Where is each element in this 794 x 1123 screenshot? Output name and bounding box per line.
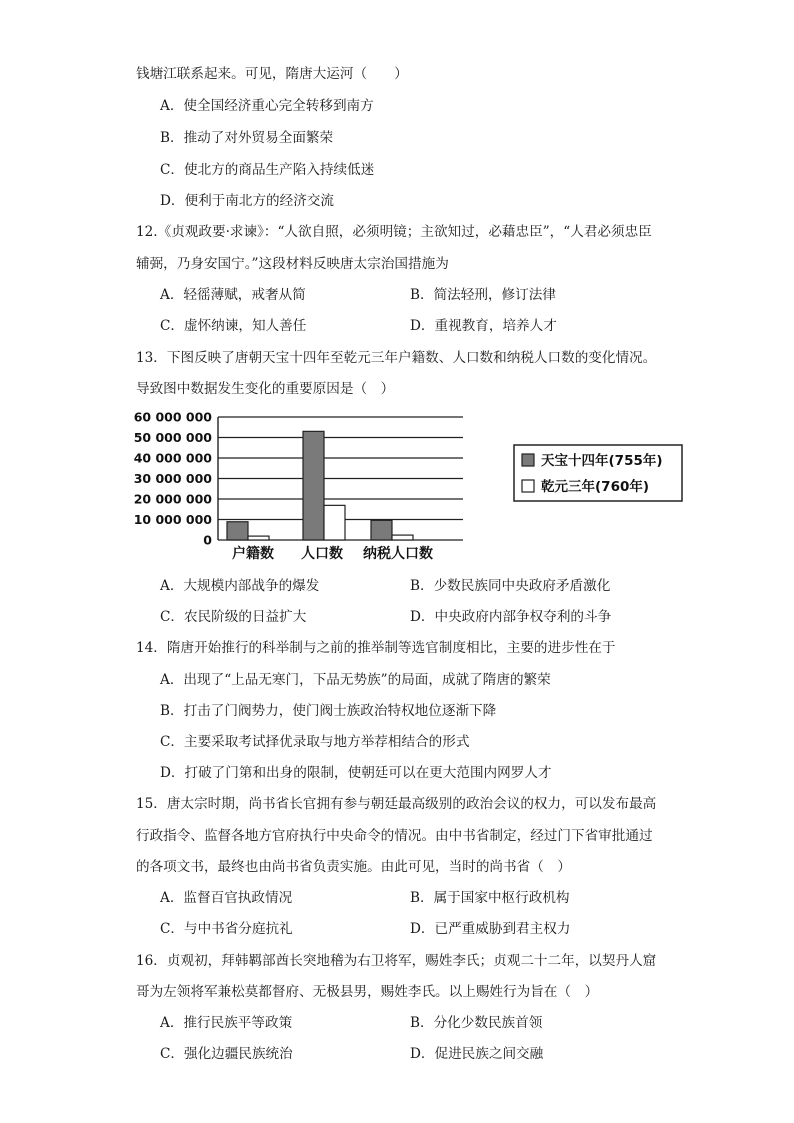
y-tick-label: 60 000 000 bbox=[133, 409, 212, 425]
q11-option-b[interactable]: B．推动了对外贸易全面繁荣 bbox=[160, 130, 334, 146]
y-tick-label: 30 000 000 bbox=[133, 471, 212, 486]
bar bbox=[227, 522, 248, 540]
q15-stem-line3: 的各项文书，最终也由尚书省负责实施。由此可见，当时的尚书省（ ） bbox=[136, 859, 571, 875]
bar bbox=[303, 431, 324, 540]
q15-option-b[interactable]: B．属于国家中枢行政机构 bbox=[410, 890, 570, 906]
q12-stem-line1: 12.《贞观政要·求谏》：“人欲自照，必须明镜；主欲知过，必藉忠臣”，“人君必须忠臣 bbox=[136, 224, 652, 240]
q14-option-c[interactable]: C．主要采取考试择优录取与地方举荐相结合的形式 bbox=[160, 734, 470, 750]
q14-stem: 14．隋唐开始推行的科举制与之前的推举制等选官制度相比，主要的进步性在于 bbox=[136, 640, 616, 656]
q14-option-d[interactable]: D．打破了门第和出身的限制，使朝廷可以在更大范围内网罗人才 bbox=[160, 765, 552, 781]
q11-option-d[interactable]: D．便利于南北方的经济交流 bbox=[160, 193, 335, 209]
q15-stem-line2: 行政指令、监督各地方官府执行中央命令的情况。由中书省制定，经过门下省审批通过 bbox=[136, 828, 653, 844]
q16-option-a[interactable]: A．推行民族平等政策 bbox=[160, 1015, 293, 1031]
q13-option-d[interactable]: D．中央政府内部争权夺利的斗争 bbox=[410, 609, 612, 625]
population-bar-chart bbox=[0, 405, 794, 565]
q13-option-a[interactable]: A．大规模内部战争的爆发 bbox=[160, 578, 320, 594]
q14-option-b[interactable]: B．打击了门阀势力，使门阀士族政治特权地位逐渐下降 bbox=[160, 703, 497, 719]
q16-stem-line1: 16．贞观初，拜韩羁部酋长突地稽为右卫将军，赐姓李氏；贞观二十二年，以契丹人窟 bbox=[136, 953, 657, 969]
q11-option-a[interactable]: A．使全国经济重心完全转移到南方 bbox=[160, 98, 374, 114]
q14-option-a[interactable]: A．出现了“上品无寒门，下品无势族”的局面，成就了隋唐的繁荣 bbox=[160, 672, 551, 688]
y-tick-label: 50 000 000 bbox=[133, 430, 212, 445]
q16-option-d[interactable]: D．促进民族之间交融 bbox=[410, 1046, 544, 1062]
legend-swatch bbox=[522, 480, 534, 492]
q13-stem-line2: 导致图中数据发生变化的重要原因是（ ） bbox=[136, 381, 395, 397]
legend-label: 乾元三年(760年) bbox=[541, 479, 650, 495]
q11-stem: 钱塘江联系起来。可见，隋唐大运河（ ） bbox=[136, 66, 408, 82]
q11-option-c[interactable]: C．使北方的商品生产陷入持续低迷 bbox=[160, 162, 375, 178]
x-category-label: 人口数 bbox=[301, 546, 343, 562]
x-category-label: 纳税人口数 bbox=[363, 546, 433, 562]
legend-swatch bbox=[522, 454, 534, 466]
q15-option-d[interactable]: D．已严重威胁到君主权力 bbox=[410, 921, 571, 937]
q12-stem-line2: 辅弼，乃身安国宁。”这段材料反映唐太宗治国措施为 bbox=[136, 256, 449, 272]
q12-option-d[interactable]: D．重视教育，培养人才 bbox=[410, 318, 557, 334]
y-tick-label: 20 000 000 bbox=[133, 491, 212, 507]
q13-option-c[interactable]: C．农民阶级的日益扩大 bbox=[160, 609, 307, 625]
q16-stem-line2: 哥为左领将军兼松莫都督府、无极县男，赐姓李氏。以上赐姓行为旨在（ ） bbox=[136, 984, 599, 1000]
q12-option-b[interactable]: B．简法轻刑，修订法律 bbox=[410, 287, 556, 303]
q13-option-b[interactable]: B．少数民族同中央政府矛盾激化 bbox=[410, 578, 611, 594]
y-tick-label: 40 000 000 bbox=[133, 450, 212, 466]
y-tick-label: 10 000 000 bbox=[133, 512, 212, 527]
q12-option-a[interactable]: A．轻徭薄赋，戒奢从简 bbox=[160, 287, 306, 303]
bar bbox=[392, 535, 413, 540]
x-category-label: 户籍数 bbox=[232, 546, 274, 562]
q15-option-a[interactable]: A．监督百官执政情况 bbox=[160, 890, 293, 906]
bar bbox=[248, 536, 269, 540]
q16-option-b[interactable]: B．分化少数民族首领 bbox=[410, 1015, 543, 1031]
q15-option-c[interactable]: C．与中书省分庭抗礼 bbox=[160, 921, 293, 937]
y-tick-label: 0 bbox=[203, 532, 212, 548]
q12-option-c[interactable]: C．虚怀纳谏，知人善任 bbox=[160, 318, 307, 334]
legend-label: 天宝十四年(755年) bbox=[541, 453, 663, 469]
bar bbox=[371, 520, 392, 540]
q13-stem-line1: 13．下图反映了唐朝天宝十四年至乾元三年户籍数、人口数和纳税人口数的变化情况。 bbox=[136, 350, 657, 366]
q15-stem-line1: 15．唐太宗时期，尚书省长官拥有参与朝廷最高级别的政治会议的权力，可以发布最高 bbox=[136, 796, 657, 812]
bar bbox=[324, 505, 345, 540]
q16-option-c[interactable]: C．强化边疆民族统治 bbox=[160, 1046, 293, 1062]
